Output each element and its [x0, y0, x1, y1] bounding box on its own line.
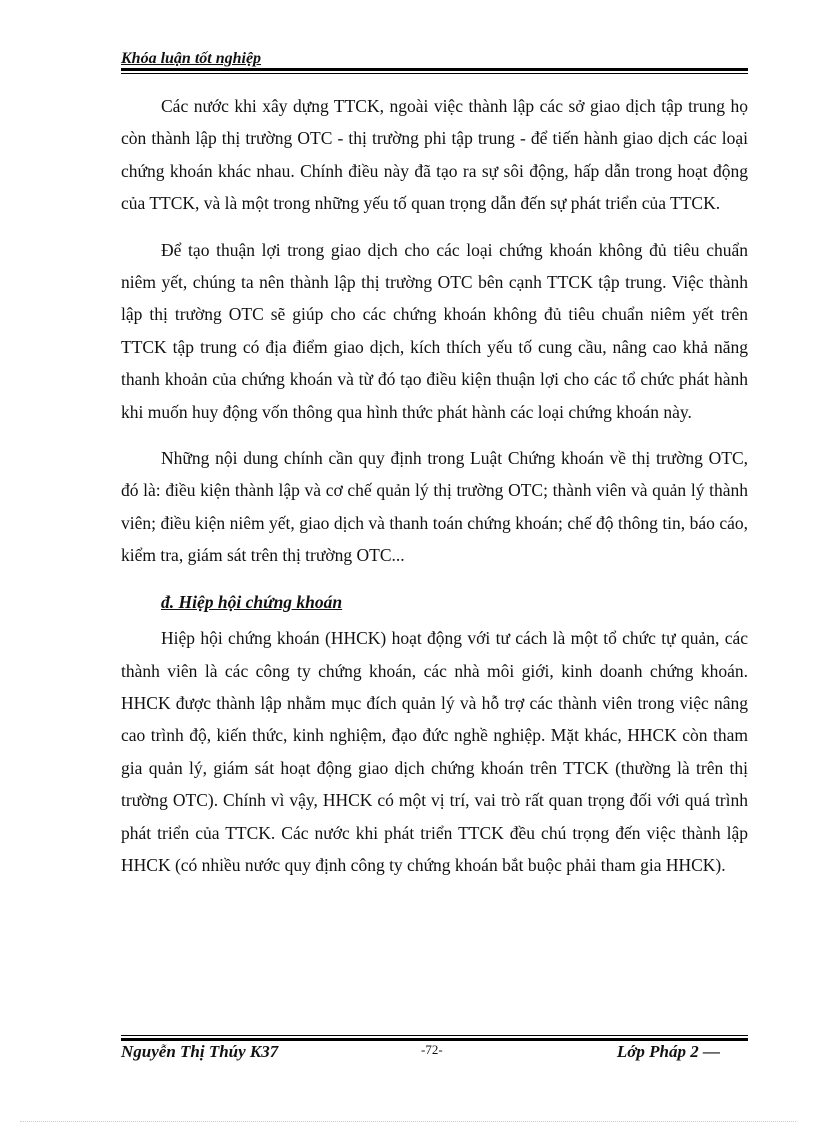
footer-author: Nguyễn Thị Thúy K37 [121, 1042, 279, 1061]
document-body [121, 90, 748, 895]
section-heading-text: đ. Hiệp hội chứng khoán [161, 591, 343, 612]
section-heading [121, 586, 748, 618]
footer-rule-thick [121, 1038, 748, 1041]
paragraph-otc-intro: Các nước khi xây dựng TTCK, ngoài việc thành lập các sở giao dịch tập trung họ còn thành lập thị trường OTC - thị trường phi tập trung - để tiến hành giao dịch các loại chứng khoán khác nhau. Chính điều này đã tạo ra sự sôi động, hấp dẫn trong hoạt động của TTCK, và là một trong những yếu tố quan trọng dẫn đến sự phát triển của TTCK. [121, 96, 748, 214]
paragraph-securities-association: Hiệp hội chứng khoán (HHCK) hoạt động với tư cách là một tổ chức tự quản, các thành viên là các công ty chứng khoán, các nhà môi giới, kinh doanh chứng khoán. HHCK được thành lập nhằm mục đích quản lý và hỗ trợ các thành viên trong việc nâng cao trình độ, kiến thức, kinh nghiệm, đạo đức nghề nghiệp. Mặt khác, HHCK còn tham gia quản lý, giám sát hoạt động giao dịch chứng khoán trên TTCK (thường là trên thị trường OTC). Chính vì vậy, HHCK có một vị trí, vai trò rất quan trọng đối với quá trình phát triển của TTCK. Các nước khi phát triển TTCK đều chú trọng đến việc thành lập HHCK (có nhiều nước quy định công ty chứng khoán bắt buộc phải tham gia HHCK). [121, 628, 748, 875]
header-rule-thin [121, 73, 748, 74]
footer-rule-thin [121, 1035, 748, 1036]
paragraph-otc-law: Những nội dung chính cần quy định trong Luật Chứng khoán về thị trường OTC, đó là: điều kiện thành lập và cơ chế quản lý thị trường OTC; thành viên và quản lý thành viên; điều kiện niêm yết, giao dịch và thanh toán chứng khoán; chế độ thông tin, báo cáo, kiểm tra, giám sát trên thị trường OTC... [121, 448, 748, 566]
page-bottom-divider [20, 1121, 796, 1122]
header-rule-thick [121, 68, 748, 71]
page-number: -72- [421, 1042, 443, 1057]
paragraph-otc-listing: Để tạo thuận lợi trong giao dịch cho các loại chứng khoán không đủ tiêu chuẩn niêm yết, chúng ta nên thành lập thị trường OTC bên cạnh TTCK tập trung. Việc thành lập thị trường OTC sẽ giúp cho các chứng khoán không đủ tiêu chuẩn niêm yết trên TTCK tập trung có địa điểm giao dịch, kích thích yếu tố cung cầu, nâng cao khả năng thanh khoản của chứng khoán và từ đó tạo điều kiện thuận lợi cho các tổ chức phát hành khi muốn huy động vốn thông qua hình thức phát hành các loại chứng khoán này. [121, 239, 748, 422]
footer-class-name: Lớp Pháp 2 — [616, 1042, 720, 1061]
page-footer [121, 1042, 748, 1082]
header-title: Khóa luận tốt nghiệp [121, 50, 262, 67]
